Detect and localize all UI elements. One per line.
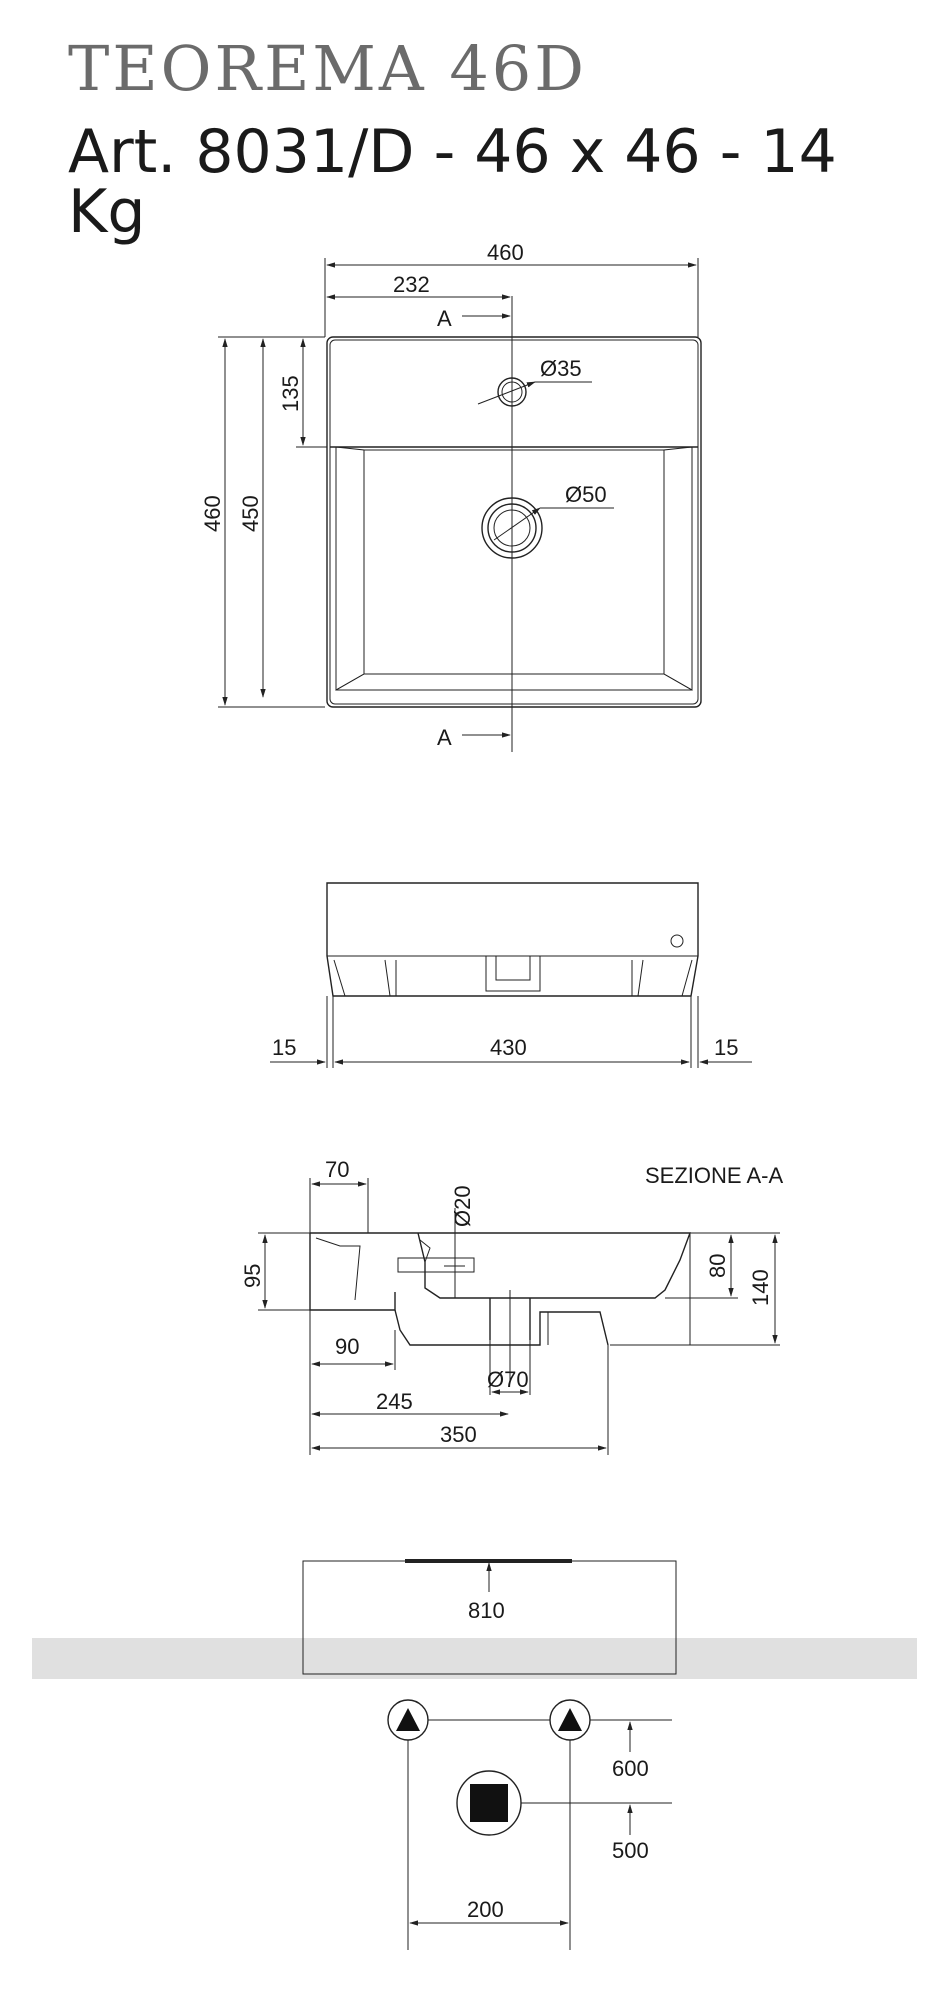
dim-depth-inner: 450: [238, 495, 263, 532]
section-envelope: [310, 1233, 683, 1345]
front-waste: [486, 956, 540, 991]
dim-section-foot: 90: [335, 1334, 360, 1359]
front-outline: [327, 883, 698, 996]
bowl-corner-right: [664, 674, 692, 690]
front-foot-r1: [682, 960, 692, 996]
section-deck: [310, 1233, 395, 1310]
dim-front-base: 430: [490, 1035, 527, 1060]
dim-section-deck: 70: [325, 1157, 350, 1182]
section-overflow-lip: [420, 1240, 430, 1262]
section-foot: [395, 1310, 608, 1345]
drain-leader: [494, 508, 540, 540]
dim-section-overflow: Ø20: [450, 1185, 475, 1227]
front-foot-r2: [638, 960, 643, 996]
dim-width-center: 232: [393, 272, 430, 297]
dim-section-drain: 245: [376, 1389, 413, 1414]
dim-section-base: 350: [440, 1422, 477, 1447]
basin-outline: [327, 337, 701, 707]
front-view: [270, 883, 752, 1068]
section-view: [240, 1157, 783, 1455]
dim-depth-total: 460: [200, 495, 225, 532]
section-title: SEZIONE A-A: [645, 1163, 784, 1188]
drain-label: Ø50: [565, 482, 607, 507]
section-mark-top: A: [437, 306, 452, 331]
dim-front-left: 15: [272, 1035, 297, 1060]
countertop-band: [32, 1638, 917, 1679]
overflow-hole: [671, 935, 683, 947]
dim-install-height-label: 810: [468, 1598, 505, 1623]
overflow-channel: [398, 1258, 474, 1272]
dim-deck-depth: 135: [278, 375, 303, 412]
dim-inlet-spacing: 200: [467, 1897, 504, 1922]
bowl-corner-left: [336, 674, 364, 690]
dim-section-waste: Ø70: [487, 1367, 529, 1392]
basin-rim: [330, 340, 698, 704]
bowl-floor: [364, 450, 664, 674]
front-foot-l2: [385, 960, 390, 996]
install-view: [32, 1561, 917, 1950]
top-view: [200, 240, 701, 752]
outlet-icon: [470, 1784, 508, 1822]
inlet-right-icon: [558, 1708, 582, 1731]
dim-outlet-height: 500: [612, 1838, 649, 1863]
dim-section-total: 140: [748, 1269, 773, 1306]
section-deck-inner: [316, 1238, 360, 1300]
inlet-left-icon: [396, 1708, 420, 1731]
section-bowl: [310, 1233, 690, 1298]
front-waste-inner: [496, 956, 530, 980]
bowl-wall-left: [336, 447, 364, 690]
product-subtitle: Art. 8031/D - 46 x 46 - 14 Kg: [68, 117, 837, 247]
front-foot-l1: [334, 960, 345, 996]
dim-front-right: 15: [714, 1035, 739, 1060]
dim-inlet-height: 600: [612, 1756, 649, 1781]
bowl-wall-right: [664, 447, 692, 690]
dim-section-bowl: 80: [705, 1253, 730, 1278]
section-mark-bottom: A: [437, 725, 452, 750]
tap-hole-label: Ø35: [540, 356, 582, 381]
dim-width-total: 460: [487, 240, 524, 265]
product-title: TEOREMA 46D: [68, 32, 587, 105]
dim-section-deck-height: 95: [240, 1263, 265, 1288]
